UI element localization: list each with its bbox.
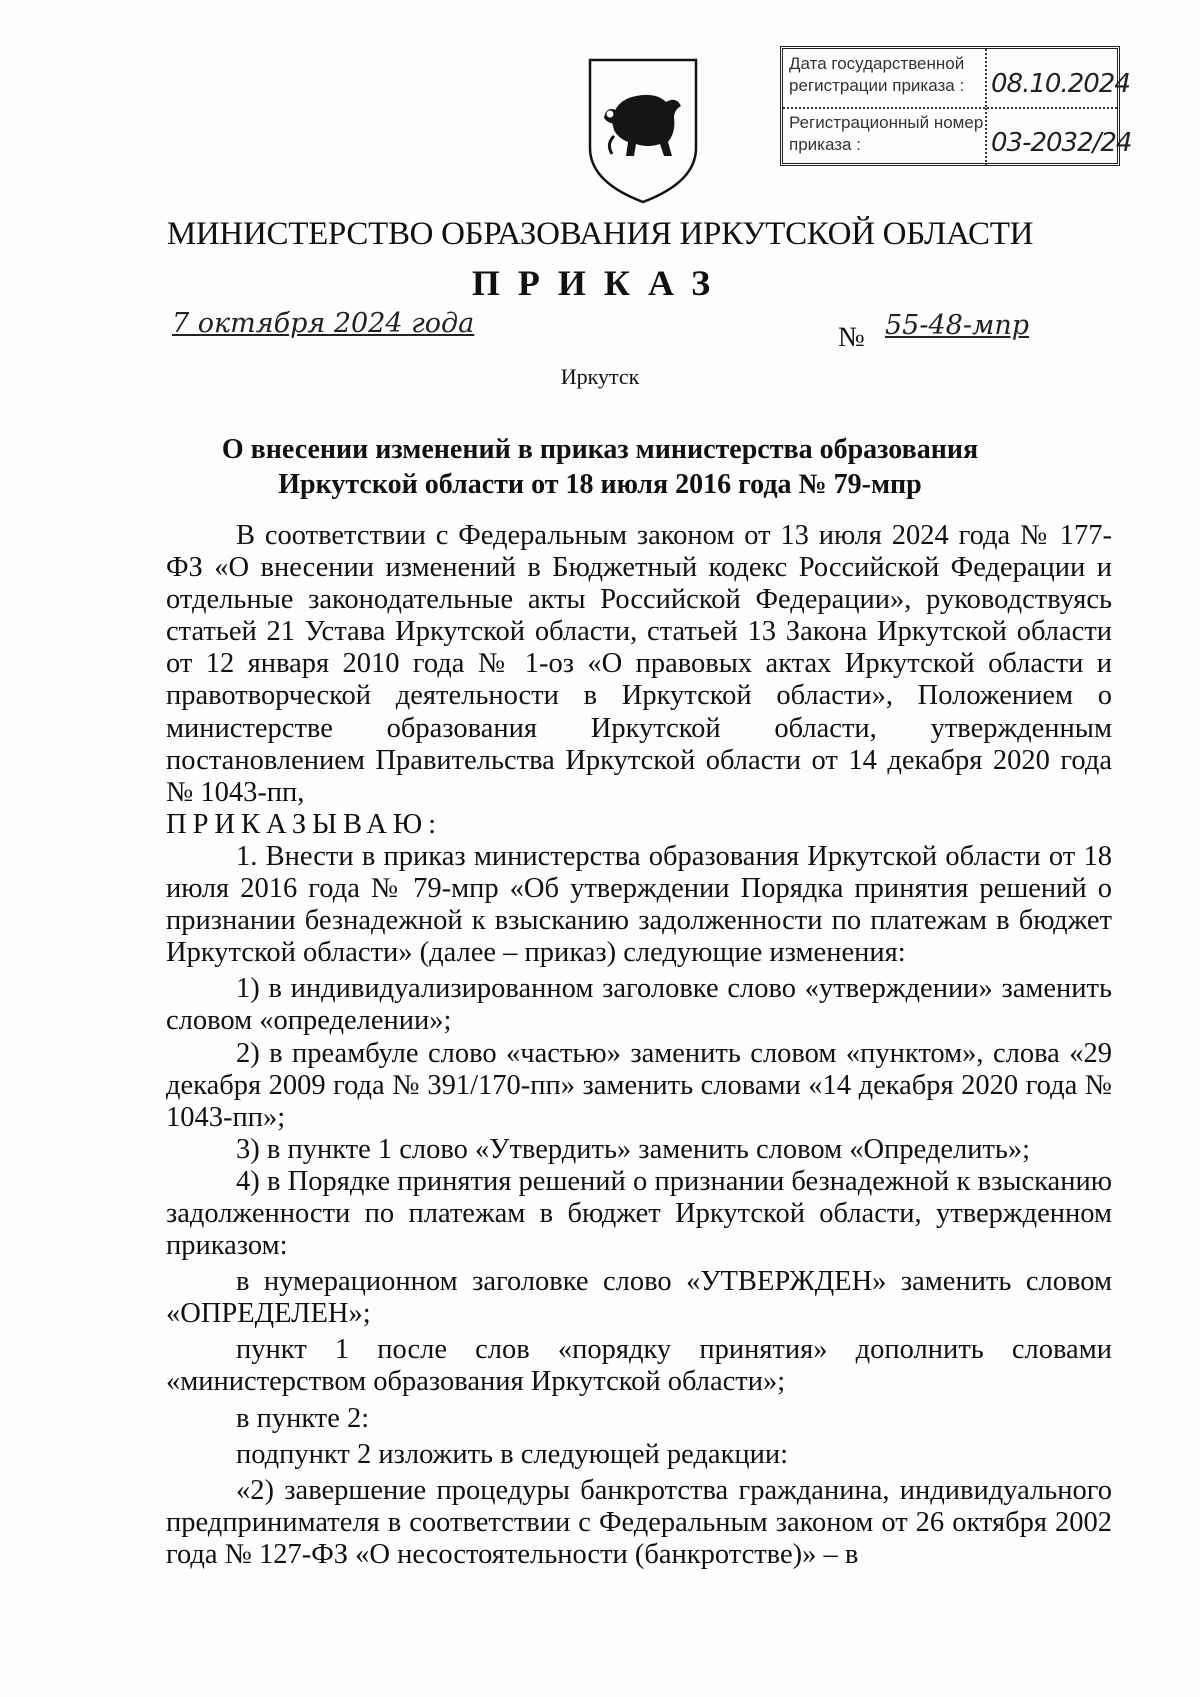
subitem-paragraph: 1) в индивидуализированном заголовке слово «утверждении» заменить словом «определении»; [166, 973, 1112, 1037]
title-line: Иркутской области от 18 июля 2016 года № 79-мпр [278, 469, 922, 500]
subitem-paragraph: 3) в пункте 1 слово «Утвердить» заменить словом «Определить»; [236, 1133, 1031, 1165]
subitem-paragraph: 4) в Порядке принятия решений о признании безнадежной к взысканию задолженности по платежам в бюджет Иркутской области, утвержденном приказом: [166, 1165, 1112, 1262]
document-body [166, 520, 1112, 1571]
document-title [160, 432, 1040, 502]
stamp-divider [985, 49, 987, 107]
body-paragraph: подпункт 2 изложить в следующей редакции: [236, 1438, 789, 1470]
subitem-paragraph: 2) в преамбуле слово «частью» заменить словом «пунктом», слова «29 декабря 2009 года № 391/170-пп» заменить словами «14 декабря 2020 года № 1043-пп»; [166, 1037, 1112, 1133]
registration-stamp [780, 46, 1132, 166]
registration-date-value: 08.10.2024 [991, 69, 1130, 99]
order-date-handwritten: 7 октября 2024 года [172, 308, 475, 339]
stamp-divider [985, 108, 987, 166]
registration-number-value: 03-2032/24 [991, 128, 1132, 158]
body-paragraph: в нумерационном заголовке слово «УТВЕРЖДЕН» заменить словом «ОПРЕДЕЛЕН»; [166, 1266, 1112, 1330]
item-paragraph: 1. Внести в приказ министерства образования Иркутской области от 18 июля 2016 года № 79-мпр «Об утверждении Порядка принятия решений о признании безнадежной к взысканию задолженности по платежам в бюджет Иркутской области» (далее – приказ) следующие изменения: [166, 840, 1112, 969]
registration-number-label: Регистрационный номер приказа : [789, 113, 984, 154]
city: Иркутск [560, 364, 640, 389]
ministry-name: МИНИСТЕРСТВО ОБРАЗОВАНИЯ ИРКУТСКОЙ ОБЛАСТИ [166, 216, 1034, 252]
order-word: ПРИКАЗЫВАЮ: [166, 808, 443, 840]
title-line: О внесении изменений в приказ министерства образования [221, 434, 979, 465]
irkutsk-coat-of-arms-icon [584, 56, 702, 206]
body-paragraph: пункт 1 после слов «порядку принятия» дополнить словами «министерством образования Иркутской области»; [166, 1334, 1112, 1398]
order-number-handwritten: 55-48-мпр [885, 310, 1030, 341]
registration-date-label: Дата государственной регистрации приказа : [789, 54, 965, 95]
body-paragraph: «2) завершение процедуры банкротства гражданина, индивидуального предпринимателя в соответствии с Федеральным законом от 26 октября 2002 года № 127-ФЗ «О несостоятельности (банкротстве)» – в [166, 1474, 1112, 1570]
registration-number-row [783, 108, 1132, 166]
body-paragraph: в пункте 2: [236, 1402, 370, 1434]
order-number-label: № [838, 322, 865, 353]
document-type: ПРИКАЗ [471, 263, 729, 303]
preamble-paragraph: В соответствии с Федеральным законом от 13 июля 2024 года № 177-ФЗ «О внесении изменений в Бюджетный кодекс Российской Федерации и отдельные законодательные акты Российской Федерации», руководствуясь статьей 21 Устава Иркутской области, статьей 13 Закона Иркутской области от 12 января 2010 года № 1-оз «О правовых актах Иркутской области и правотворческой деятельности в Иркутской области», Положением о министерстве образования Иркутской области, утвержденным постановлением Правительства Иркутской области от 14 декабря 2020 года № 1043-пп, [166, 520, 1112, 808]
registration-date-row [783, 49, 1130, 109]
